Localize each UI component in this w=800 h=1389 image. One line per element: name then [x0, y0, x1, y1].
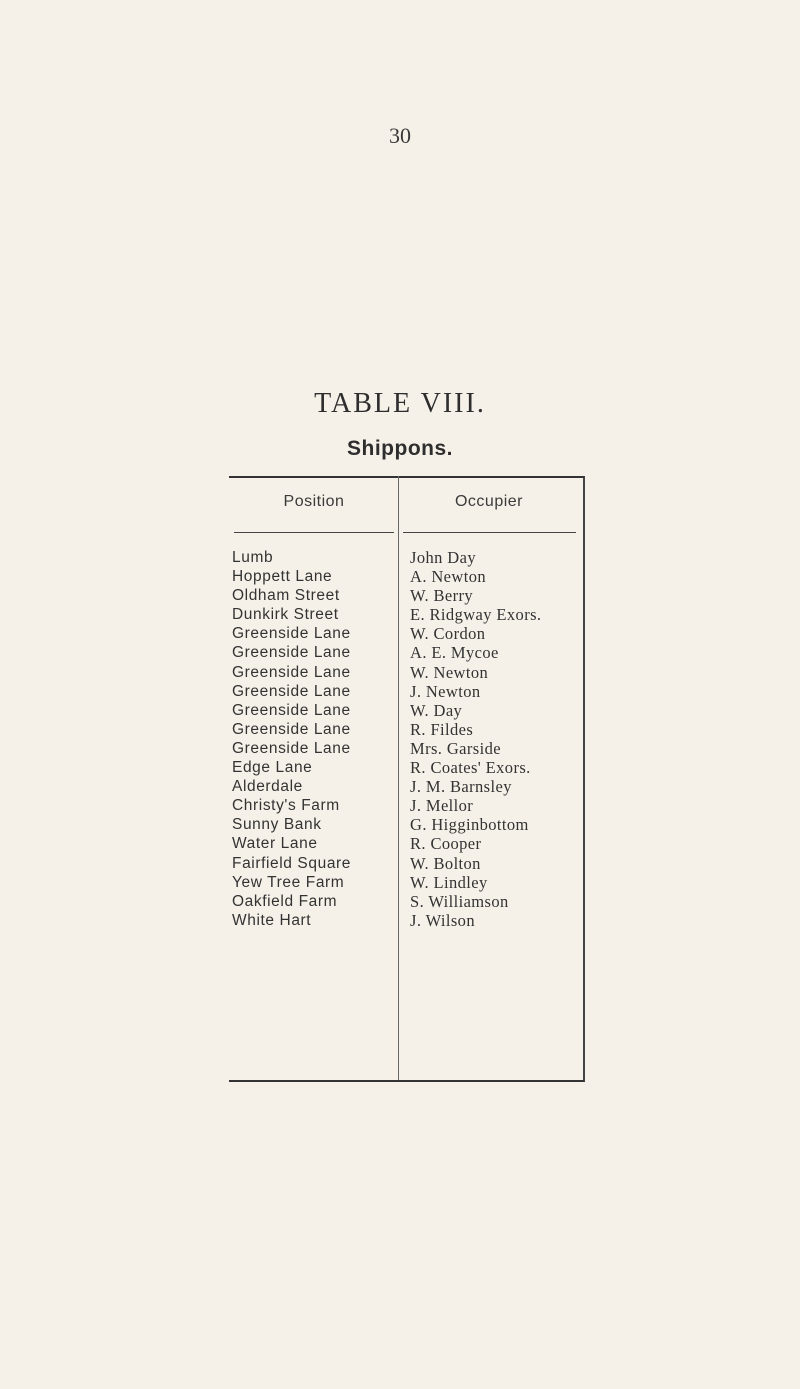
- position-cell: Greenside Lane: [232, 663, 351, 681]
- occupier-cell: W. Cordon: [410, 624, 486, 644]
- position-cell: Greenside Lane: [232, 739, 351, 757]
- header-rule-position: [234, 532, 394, 533]
- occupier-cell: Mrs. Garside: [410, 738, 501, 758]
- occupier-cell: J. M. Barnsley: [410, 777, 512, 797]
- table-title: TABLE VIII.: [314, 388, 486, 419]
- position-cell: Hoppett Lane: [232, 568, 333, 586]
- table-row: [0, 796, 800, 815]
- table-row: [0, 873, 800, 892]
- table-body: [0, 548, 800, 930]
- occupier-cell: W. Newton: [410, 662, 489, 682]
- table-row: [0, 643, 800, 662]
- occupier-cell: W. Day: [410, 700, 463, 720]
- table-row: [0, 739, 800, 758]
- position-cell: Sunny Bank: [232, 816, 322, 834]
- table-row: [0, 720, 800, 739]
- table-row: [0, 567, 800, 586]
- header-rule-occupier: [403, 532, 576, 533]
- position-cell: Oakfield Farm: [232, 892, 338, 910]
- table-row: [0, 701, 800, 720]
- position-cell: Christy's Farm: [232, 797, 340, 815]
- table-row: [0, 815, 800, 834]
- table-row: [0, 911, 800, 930]
- occupier-cell: S. Williamson: [410, 891, 509, 911]
- column-header-occupier: Occupier: [454, 493, 524, 510]
- occupier-cell: W. Lindley: [410, 872, 488, 892]
- occupier-cell: G. Higginbottom: [410, 815, 529, 835]
- occupier-cell: John Day: [410, 548, 476, 567]
- occupier-cell: R. Coates' Exors.: [410, 758, 531, 778]
- table-row: [0, 586, 800, 605]
- table-row: [0, 624, 800, 643]
- table-row: [0, 682, 800, 701]
- table-row: [0, 663, 800, 682]
- occupier-cell: J. Newton: [410, 681, 481, 701]
- table-row: [0, 777, 800, 796]
- occupier-cell: J. Wilson: [410, 910, 475, 930]
- position-cell: Greenside Lane: [232, 720, 351, 738]
- table-row: [0, 892, 800, 911]
- occupier-cell: W. Berry: [410, 586, 474, 606]
- position-cell: Lumb: [232, 549, 274, 566]
- position-cell: Water Lane: [232, 835, 318, 853]
- table-row: [0, 834, 800, 853]
- occupier-cell: A. E. Mycoe: [410, 643, 499, 663]
- position-cell: Alderdale: [232, 778, 303, 796]
- table-row: [0, 854, 800, 873]
- table-row: [0, 548, 800, 567]
- occupier-cell: R. Fildes: [410, 719, 474, 739]
- position-cell: Yew Tree Farm: [232, 873, 345, 891]
- occupier-cell: A. Newton: [410, 567, 487, 587]
- table-subtitle: Shippons.: [347, 437, 453, 460]
- position-cell: Dunkirk Street: [232, 606, 339, 624]
- occupier-cell: E. Ridgway Exors.: [410, 605, 542, 625]
- position-cell: Oldham Street: [232, 587, 340, 605]
- occupier-cell: J. Mellor: [410, 796, 474, 816]
- position-cell: Fairfield Square: [232, 854, 352, 872]
- table-row: [0, 605, 800, 624]
- occupier-cell: R. Cooper: [410, 834, 482, 854]
- occupier-cell: W. Bolton: [410, 853, 481, 873]
- table-row: [0, 758, 800, 777]
- position-cell: Greenside Lane: [232, 644, 351, 662]
- column-header-position: Position: [283, 493, 345, 510]
- page-number: 30: [389, 123, 411, 148]
- position-cell: Greenside Lane: [232, 682, 351, 700]
- position-cell: Greenside Lane: [232, 625, 351, 643]
- position-cell: Edge Lane: [232, 759, 313, 777]
- position-cell: White Hart: [232, 911, 312, 929]
- position-cell: Greenside Lane: [232, 701, 351, 719]
